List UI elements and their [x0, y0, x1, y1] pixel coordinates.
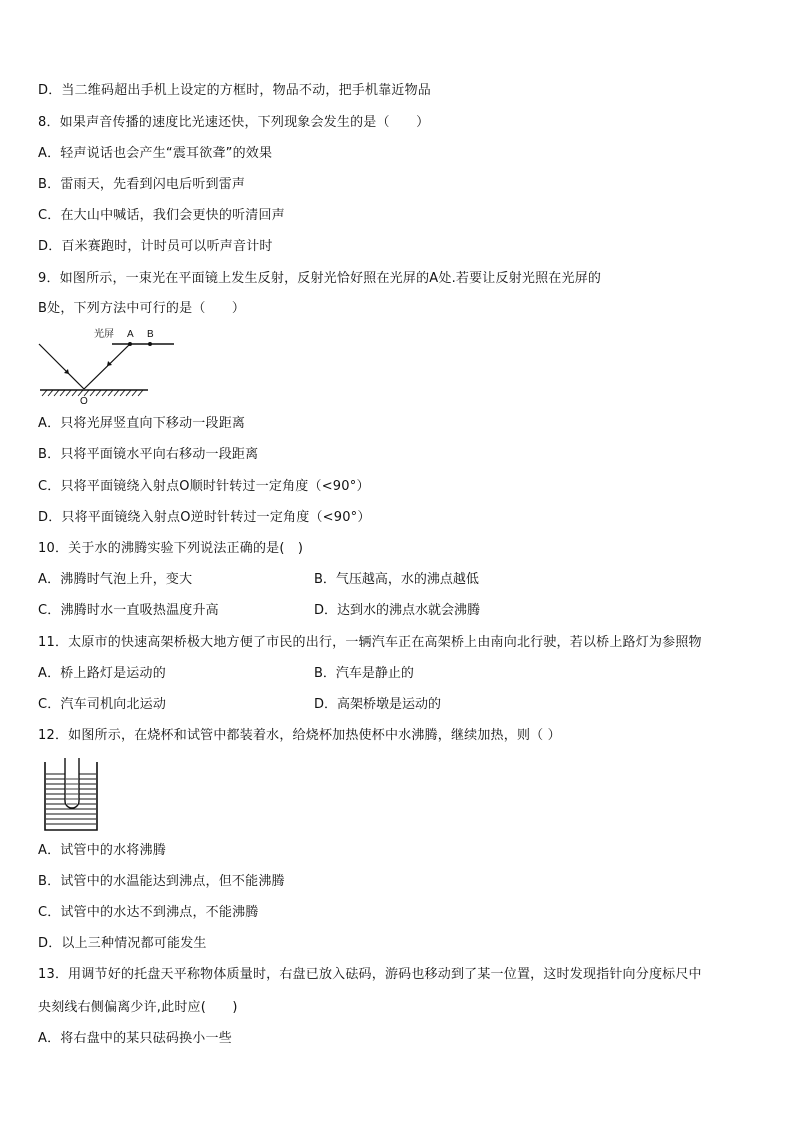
q10-option-b: B．气压越高，水的沸点越低 — [314, 572, 479, 587]
q8-stem: 8．如果声音传播的速度比光速还快，下列现象会发生的是（ ） — [38, 115, 430, 130]
q11-option-d: D．高架桥墩是运动的 — [314, 697, 442, 712]
q11-option-b: B．汽车是静止的 — [314, 666, 414, 681]
reflected-ray — [84, 344, 130, 389]
q12-beaker-figure — [40, 758, 102, 834]
point-a-label: A — [127, 329, 134, 340]
q12-option-d: D．以上三种情况都可能发生 — [38, 936, 207, 951]
q7-option-d: D．当二维码超出手机上设定的方框时，物品不动，把手机靠近物品 — [38, 83, 432, 98]
q9-stem-line1: 9．如图所示，一束光在平面镜上发生反射，反射光恰好照在光屏的A处.若要让反射光照在光屏的 — [38, 271, 602, 286]
incident-ray — [39, 344, 84, 389]
q12-option-a: A．试管中的水将沸腾 — [38, 843, 166, 858]
q8-option-d: D．百米赛跑时，计时员可以听声音计时 — [38, 239, 273, 254]
q9-option-b: B．只将平面镜水平向右移动一段距离 — [38, 447, 259, 462]
q13-stem-line1: 13．用调节好的托盘天平称物体质量时，右盘已放入砝码，游码也移动到了某一位置，这时发现指针向分度标尺中 — [38, 967, 702, 982]
q9-option-a: A．只将光屏竖直向下移动一段距离 — [38, 416, 246, 431]
q13-stem-line2: 央刻线右侧偏离少许,此时应( ) — [38, 1000, 238, 1015]
q10-option-c: C．沸腾时水一直吸热温度升高 — [38, 603, 219, 618]
q12-option-b: B．试管中的水温能达到沸点，但不能沸腾 — [38, 874, 285, 889]
q12-option-c: C．试管中的水达不到沸点，不能沸腾 — [38, 905, 259, 920]
point-o-label: O — [80, 396, 88, 404]
q10-option-a: A．沸腾时气泡上升，变大 — [38, 572, 193, 587]
q11-option-a: A．桥上路灯是运动的 — [38, 666, 166, 681]
light-screen-label: 光屏 — [94, 329, 114, 340]
q12-stem: 12．如图所示，在烧杯和试管中都装着水，给烧杯加热使杯中水沸腾，继续加热，则（ ） — [38, 728, 561, 743]
q11-option-c: C．汽车司机向北运动 — [38, 697, 167, 712]
mirror-hatching — [42, 390, 143, 396]
q8-option-c: C．在大山中喊话，我们会更快的听清回声 — [38, 208, 285, 223]
q10-stem: 10．关于水的沸腾实验下列说法正确的是( ) — [38, 541, 304, 556]
q9-option-c: C．只将平面镜绕入射点O顺时针转过一定角度（<90°） — [38, 479, 370, 494]
q9-option-d: D．只将平面镜绕入射点O逆时针转过一定角度（<90°） — [38, 510, 371, 525]
q9-stem-line2: B处，下列方法中可行的是（ ） — [38, 301, 246, 316]
point-b-dot — [148, 342, 152, 346]
q11-stem: 11．太原市的快速高架桥极大地方便了市民的出行，一辆汽车正在高架桥上由南向北行驶，若以桥上路灯为参照物 — [38, 635, 702, 650]
q10-option-d: D．达到水的沸点水就会沸腾 — [314, 603, 481, 618]
q8-option-a: A．轻声说话也会产生“震耳欲聋”的效果 — [38, 146, 273, 161]
q13-option-a: A．将右盘中的某只砝码换小一些 — [38, 1031, 232, 1046]
q9-reflection-figure — [36, 324, 186, 404]
point-b-label: B — [147, 329, 154, 340]
q8-option-b: B．雷雨天，先看到闪电后听到雷声 — [38, 177, 246, 192]
